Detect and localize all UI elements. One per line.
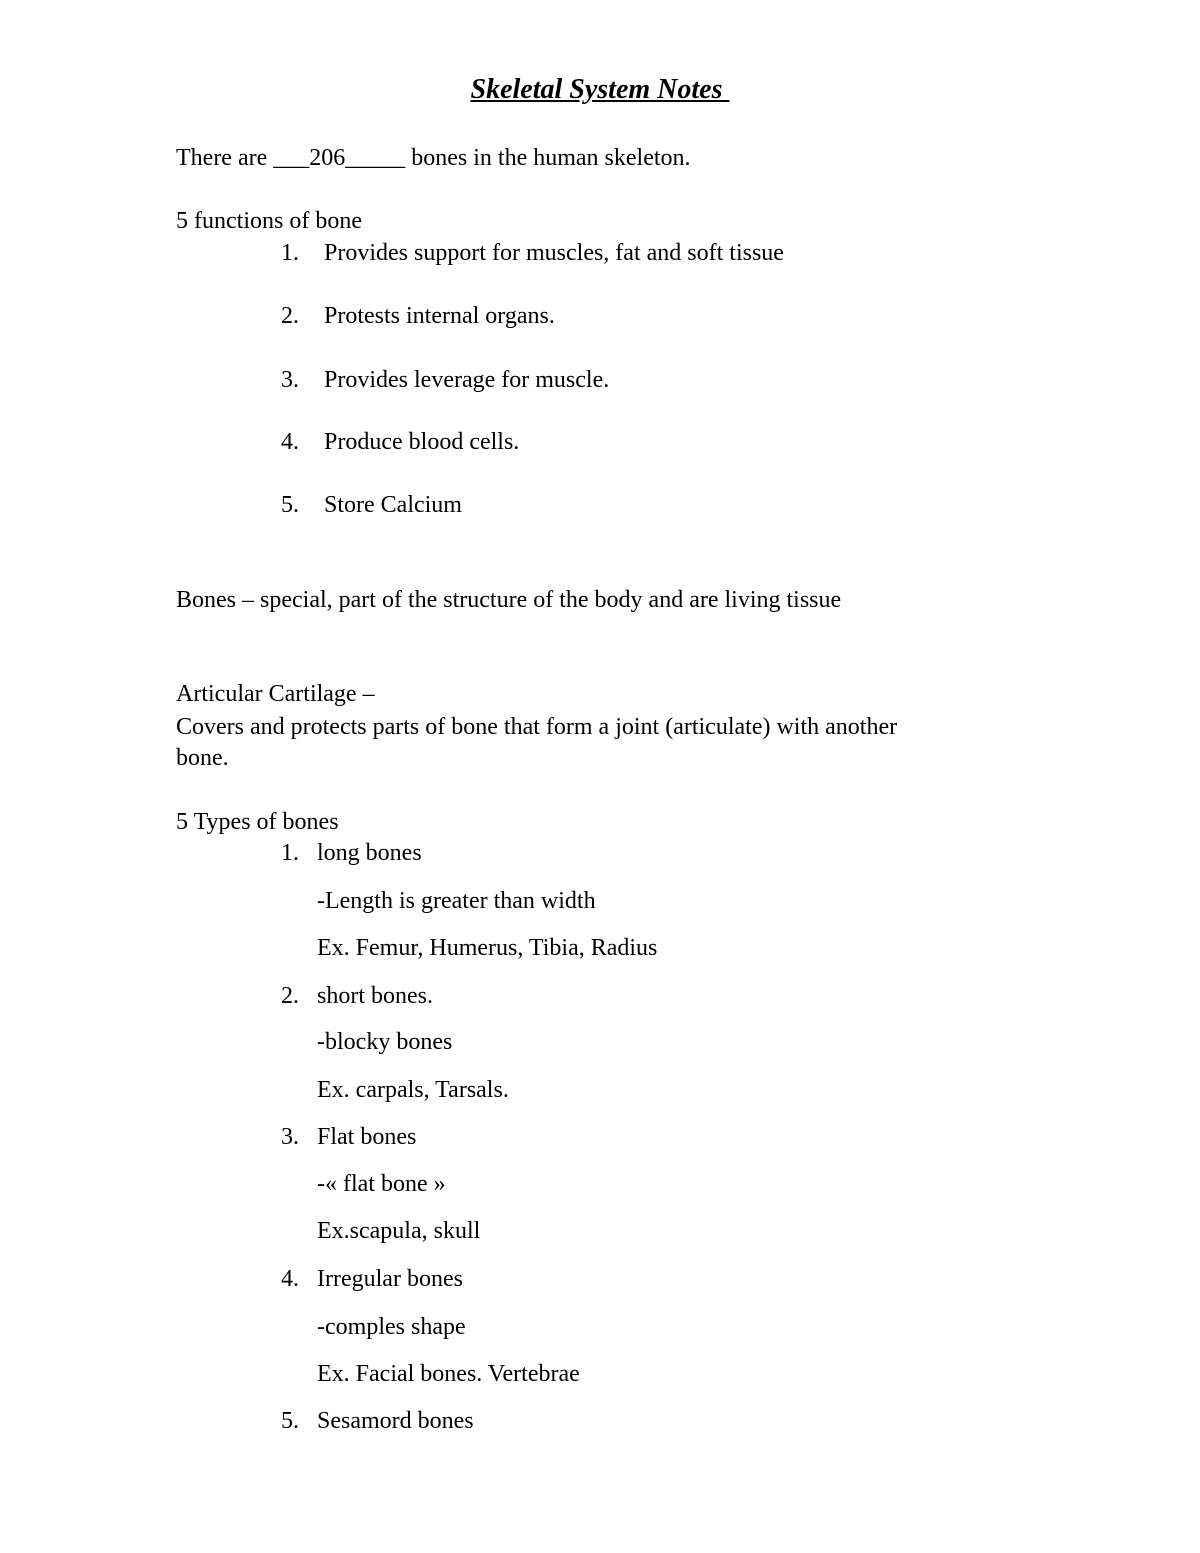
bone-type-name: long bones bbox=[317, 840, 422, 866]
list-text: Produce blood cells. bbox=[324, 429, 520, 455]
list-number: 5. bbox=[281, 1408, 299, 1434]
list-number: 4. bbox=[281, 1266, 299, 1292]
bone-type-example: Ex. Femur, Humerus, Tibia, Radius bbox=[317, 935, 658, 961]
list-number: 2. bbox=[281, 303, 299, 329]
page-title: Skeletal System Notes bbox=[470, 74, 730, 105]
list-text: Provides leverage for muscle. bbox=[324, 367, 610, 393]
bone-type-description: -Length is greater than width bbox=[317, 888, 596, 914]
types-heading: 5 Types of bones bbox=[176, 809, 339, 835]
bone-type-name: Irregular bones bbox=[317, 1266, 463, 1292]
functions-heading: 5 functions of bone bbox=[176, 208, 362, 234]
bone-type-description: -comples shape bbox=[317, 1314, 466, 1340]
list-number: 3. bbox=[281, 1124, 299, 1150]
list-number: 1. bbox=[281, 240, 299, 266]
list-text: Provides support for muscles, fat and soft tissue bbox=[324, 240, 784, 266]
bone-type-example: Ex. Facial bones. Vertebrae bbox=[317, 1361, 580, 1387]
bone-type-description: -blocky bones bbox=[317, 1029, 453, 1055]
cartilage-heading: Articular Cartilage – bbox=[176, 681, 375, 707]
list-number: 1. bbox=[281, 840, 299, 866]
list-number: 2. bbox=[281, 983, 299, 1009]
cartilage-description: Covers and protects parts of bone that form a joint (articulate) with another bbox=[176, 714, 898, 740]
list-text: Protests internal organs. bbox=[324, 303, 555, 329]
cartilage-description-cont: bone. bbox=[176, 745, 229, 771]
list-number: 5. bbox=[281, 492, 299, 518]
bone-type-name: Flat bones bbox=[317, 1124, 417, 1150]
bones-definition: Bones – special, part of the structure of the body and are living tissue bbox=[176, 587, 842, 613]
bone-count-sentence: There are ___206_____ bones in the human skeleton. bbox=[176, 145, 691, 171]
list-number: 3. bbox=[281, 367, 299, 393]
bone-type-name: short bones. bbox=[317, 983, 433, 1009]
bone-type-description: -« flat bone » bbox=[317, 1171, 446, 1197]
bone-type-example: Ex.scapula, skull bbox=[317, 1218, 481, 1244]
list-number: 4. bbox=[281, 429, 299, 455]
bone-type-example: Ex. carpals, Tarsals. bbox=[317, 1077, 509, 1103]
bone-type-name: Sesamord bones bbox=[317, 1408, 474, 1434]
list-text: Store Calcium bbox=[324, 492, 462, 518]
